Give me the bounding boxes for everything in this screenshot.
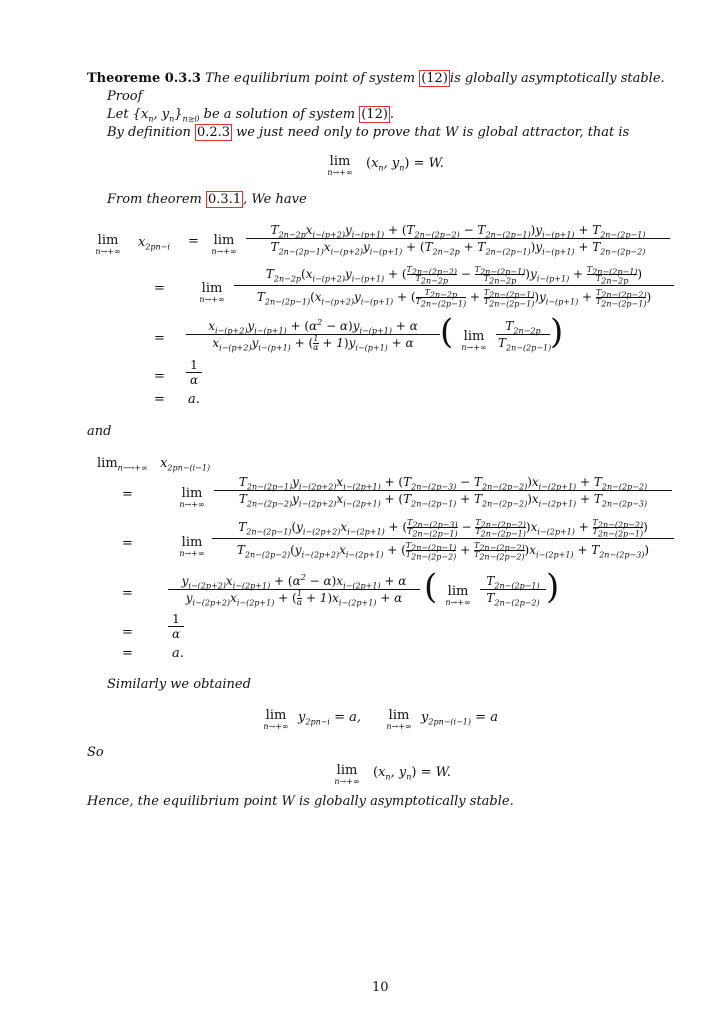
equation-ref-12b[interactable]: (12)	[361, 107, 388, 122]
fraction-step-2: $T_{2n-2p}(x_{i-(p+2)}y_{i-(p+1)}$ + ( $\frac{T_{2n-(2p-2)}}{T_{2n-2p}}$ − $\frac{T_{2n-(2p-1)}}{T_{2n-2p}}$ )$y_{i-(p+1)}$ + $\frac{T_{2n-(2p-1)}}{T_{2n-2p}}$ ) $T_{2n-(2p-1)}(x_{i-(p+2)}y_{i-(p+1)}$ + ( $\frac{T_{2n-2p}}{T_{2n-(2p-1)}}$ + $\frac{T_{2n-(2p-1)}}{T_{2n-(2p-1)}}$ )$y_{i-(p+1)}$ + $\frac{T_{2n-(2p-2)}}{T_{2n-(2p-1)}}$ )	[234, 263, 674, 308]
fraction-ratio-2: $\frac{T_{2n-(2p-1)}}{T_{2n-(2p-2)}}$	[480, 573, 546, 606]
so-label: So	[87, 745, 104, 760]
fraction-step-3: $x_{i-(p+2)}y_{i-(p+1)} + (\alpha^2 - \alpha)y_{i-(p+1)} + \alpha$ $x_{i-(p+2)}y_{i-(p+1)}$ + ( $\frac{1}{\alpha}$ + $1)y_{i-(p+1)} + \alpha$	[186, 318, 440, 352]
from-text-start: From theorem	[107, 192, 207, 207]
y2pn-i-limit: $y_{2pn-i} = a$,	[298, 710, 362, 727]
equation-ref-12[interactable]: (12)	[421, 71, 448, 86]
equals-sign: =	[122, 646, 133, 661]
right-paren: )	[546, 567, 560, 607]
equals-sign: =	[122, 536, 133, 551]
fraction-one-over-alpha: $\frac{1}{\alpha}$	[168, 612, 184, 641]
let-text: Let {$x_n$, $y_n\}_{n\ge 0}$ be a solution of system	[107, 107, 360, 124]
result-a: a.	[172, 646, 184, 661]
theorem-statement-end: is globally asymptotically stable.	[449, 71, 665, 86]
lim-operator: lim n→+∞	[211, 233, 237, 256]
lhs-x2pn-i: $x_{2pn-i}$	[138, 235, 170, 252]
equals-sign: =	[154, 331, 165, 346]
equals-sign: =	[154, 369, 165, 384]
lim-operator: lim n→+∞	[461, 329, 487, 352]
result-a: a.	[188, 392, 200, 407]
from-theorem-line	[107, 192, 307, 208]
fraction-step-1: $T_{2n-2p}x_{i-(p+2)}y_{i-(p+1)} + (T_{2n-(2p-2)} - T_{2n-(2p-1)})y_{i-(p+1)} + T_{2n-(2p-1)}$ $T_{2n-(2p-1)}x_{i-(p+2)}y_{i-(p+1)} + (T_{2n-2p} + T_{2n-(2p-1)})y_{i-(p+1)} + T_{2n-(2p-2)}$	[246, 222, 670, 255]
fraction-step-4: $T_{2n-(2p-1)}y_{i-(2p+2)}x_{i-(2p+1)} + (T_{2n-(2p-3)} - T_{2n-(2p-2)})x_{i-(2p+1)} + T_{2n-(2p-2)}$ $T_{2n-(2p-2)}y_{i-(2p+2)}x_{i-(2p+1)} + (T_{2n-(2p-1)} + T_{2n-(2p-2)})x_{i-(2p+1)} + T_{2n-(2p-3)}$	[214, 474, 672, 507]
fraction-ratio-1: $\frac{T_{2n-2p}}{T_{2n-(2p-1)}}$	[498, 319, 552, 353]
lim-operator: lim n→+∞	[386, 708, 412, 731]
and-label: and	[87, 424, 112, 439]
lhs-lim-x2pn: $\lim_{n⟶+\infty}$ $x_{2pn-(i-1)}$	[97, 456, 211, 473]
theorem-label: Theoreme 0.3.3	[87, 71, 201, 86]
equals-sign: =	[188, 234, 199, 249]
limit-expression: ($x_n$, $y_n) = W$.	[366, 156, 444, 173]
proof-label: Proof	[107, 89, 143, 104]
conclusion-line: Hence, the equilibrium point W is globally asymptotically stable.	[87, 794, 514, 809]
theorem-statement: The equilibrium point of system	[205, 71, 420, 86]
equals-sign: =	[122, 625, 133, 640]
lim-operator: lim n→+∞	[334, 763, 360, 786]
lim-operator: lim n→+∞	[179, 535, 205, 558]
lim-operator: lim n→+∞	[263, 708, 289, 731]
equals-sign: =	[154, 281, 165, 296]
lim-operator: lim n→+∞	[95, 233, 121, 256]
right-paren: )	[550, 312, 564, 352]
similarly-line: Similarly we obtained	[107, 677, 251, 692]
left-paren: (	[424, 567, 438, 607]
y2pn-i-1-limit: $y_{2pn-(i-1)} = a$	[421, 710, 498, 727]
limit-expression: ($x_n$, $y_n) = W$.	[373, 765, 451, 782]
fraction-step-6: $y_{i-(2p+2)}x_{i-(2p+1)} + (\alpha^2 - \alpha)x_{i-(2p+1)} + \alpha$ $y_{i-(2p+2)}x_{i-(2p+1)}$ + ( $\frac{1}{\alpha}$ + $1)x_{i-(2p+1)} + \alpha$	[168, 573, 420, 607]
equals-sign: =	[122, 487, 133, 502]
definition-text-end: we just need only to prove that W is global attractor, that is	[232, 125, 630, 140]
fraction-one-over-alpha: $\frac{1}{\alpha}$	[186, 358, 202, 387]
definition-ref[interactable]: 0.2.3	[196, 125, 231, 140]
definition-line	[107, 125, 629, 141]
lim-operator: lim n→+∞	[327, 154, 353, 177]
lim-operator: lim n→+∞	[199, 281, 225, 304]
lim-operator: lim n→+∞	[445, 584, 471, 607]
definition-text-start: By definition	[107, 125, 195, 140]
page-number: 10	[372, 980, 389, 995]
from-text-end: , We have	[243, 192, 307, 207]
theorem-line	[87, 71, 665, 87]
equals-sign: =	[122, 586, 133, 601]
left-paren: (	[440, 312, 454, 352]
fraction-step-5: $T_{2n-(2p-1)}(y_{i-(2p+2)}x_{i-(2p+1)}$ + ( $\frac{T_{2n-(2p-3)}}{T_{2n-(2p-1)}}$ − $\frac{T_{2n-(2p-2)}}{T_{2n-(2p-1)}}$ )$x_{i-(2p+1)}$ + $\frac{T_{2n-(2p-2)}}{T_{2n-(2p-1)}}$ ) $T_{2n-(2p-2)}(y_{i-(2p+2)}x_{i-(2p+1)}$ + ( $\frac{T_{2n-(2p-1)}}{T_{2n-(2p-2)}}$ + $\frac{T_{2n-(2p-2)}}{T_{2n-(2p-2)}}$ )$x_{i-(2p+1)} + T_{2n-(2p-3)}$)	[212, 516, 674, 561]
equals-sign: =	[154, 392, 165, 407]
lim-operator: lim n→+∞	[179, 486, 205, 509]
theorem-ref[interactable]: 0.3.1	[208, 192, 242, 207]
let-line: Let {$x_n$, $y_n\}_{n\ge 0}$ be a solution of system (12) .	[107, 107, 395, 124]
